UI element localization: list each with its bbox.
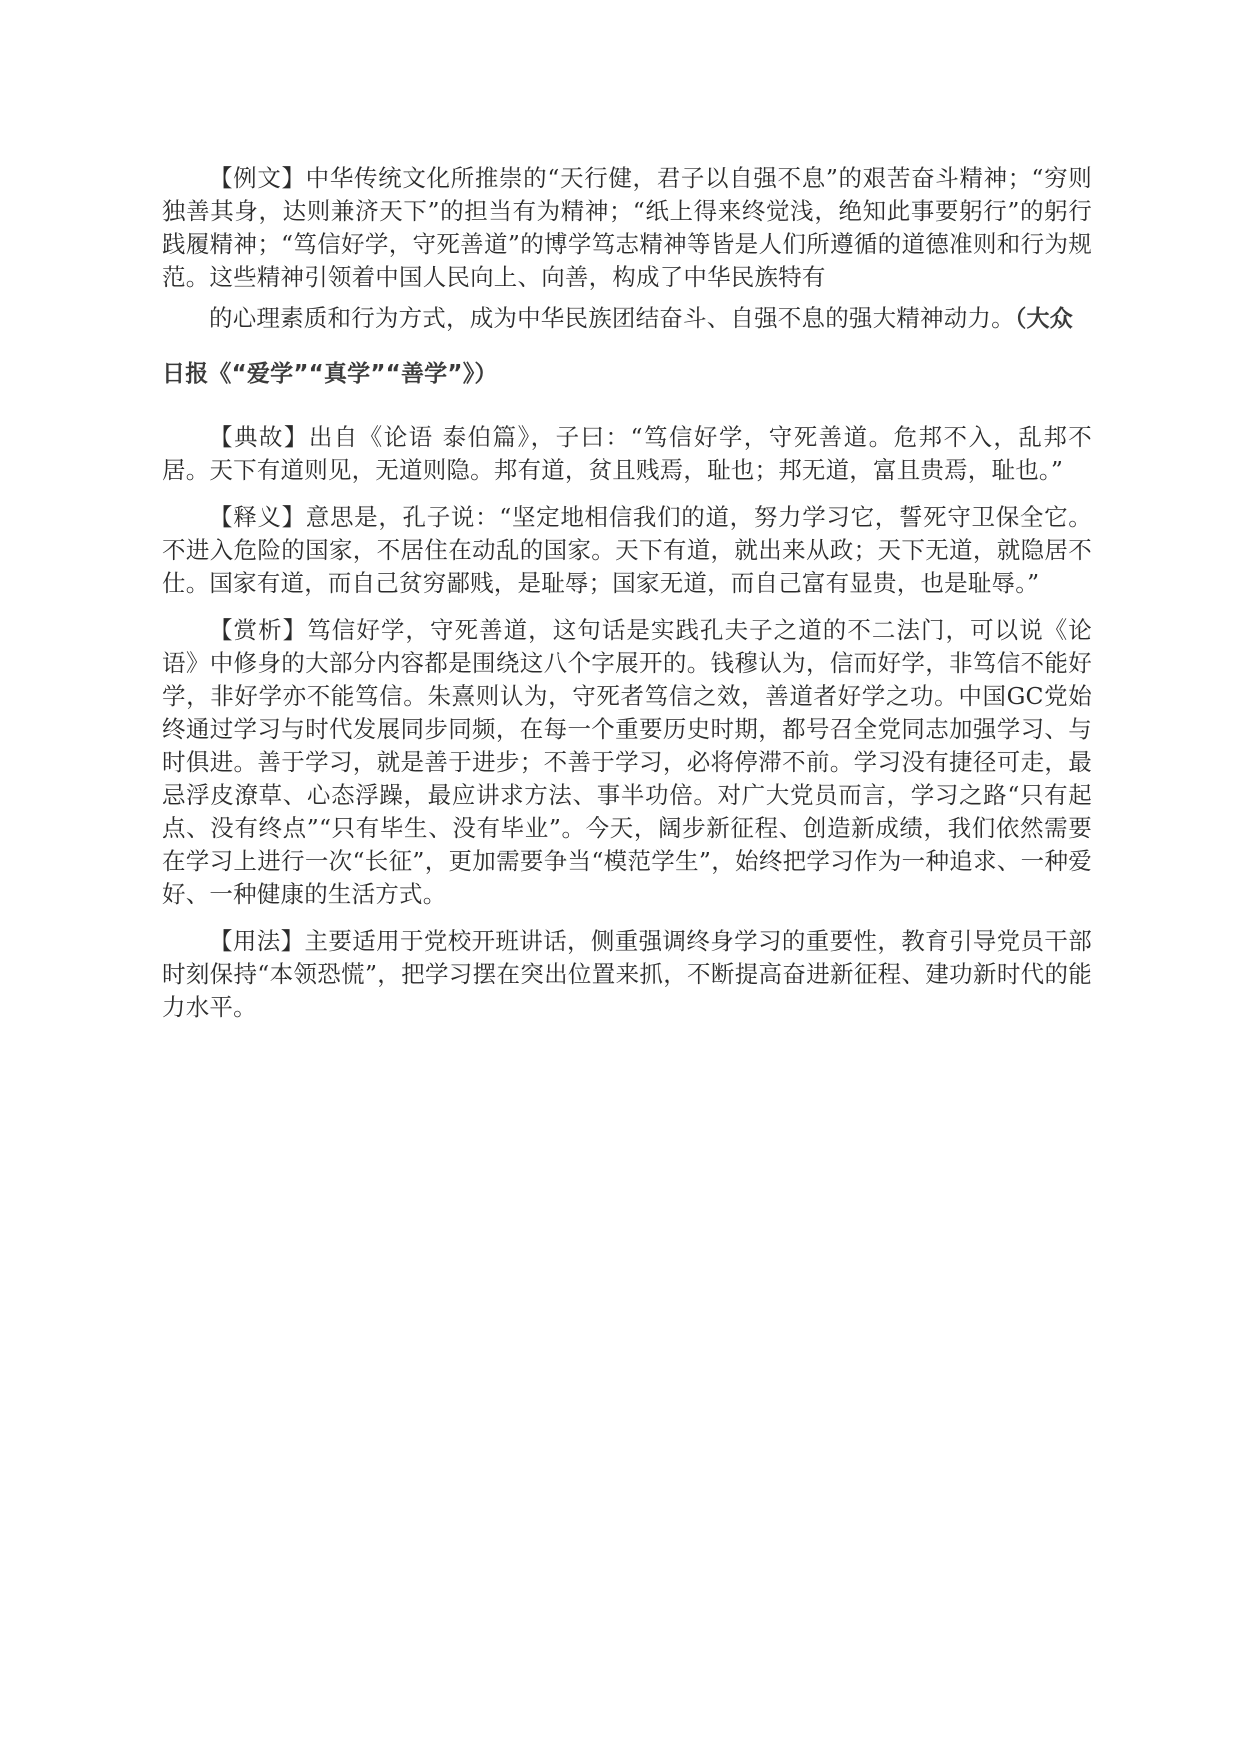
- usage-tag: 【用法】: [209, 927, 305, 955]
- document-body: [162, 162, 1092, 1038]
- allusion-tag: 【典故】: [209, 423, 309, 451]
- usage-paragraph: [162, 925, 1092, 1024]
- source-open: （大众: [1014, 306, 1073, 332]
- source-citation: 日报《“爱学”“真学”“善学”》）: [162, 361, 498, 387]
- interpretation-text: 意思是，孔子说：“坚定地相信我们的道，努力学习它，誓死守卫保全它。不进入危险的国家，不居住在动乱的国家。天下有道，就出来从政；天下无道，就隐居不仕。国家有道，而自己贫穷鄙贱，是耻辱；国家无道，而自己富有显贵，也是耻辱。”: [162, 503, 1092, 597]
- example-text: 中华传统文化所推崇的“天行健，君子以自强不息”的艰苦奋斗精神；“穷则独善其身，达则兼济天下”的担当有为精神；“纸上得来终觉浅，绝知此事要躬行”的躬行践履精神；“笃信好学，守死善道”的博学笃志精神等皆是人们所遵循的道德准则和行为规范。这些精神引领着中国人民向上、向善，构成了中华民族特有: [162, 164, 1092, 291]
- interpretation-tag: 【释义】: [209, 503, 306, 531]
- example-tag: 【例文】: [209, 164, 306, 192]
- interpretation-paragraph: [162, 501, 1092, 600]
- appreciation-tag: 【赏析】: [209, 616, 308, 644]
- example-tail: [162, 302, 1092, 336]
- allusion-paragraph: [162, 421, 1092, 487]
- appreciation-paragraph: [162, 614, 1092, 911]
- example-text-tail: 的心理素质和行为方式，成为中华民族团结奋斗、自强不息的强大精神动力。: [209, 304, 1015, 332]
- usage-text: 主要适用于党校开班讲话，侧重强调终身学习的重要性，教育引导党员干部时刻保持“本领恐慌”，把学习摆在突出位置来抓，不断提高奋进新征程、建功新时代的能力水平。: [162, 927, 1092, 1021]
- example-paragraph: [162, 162, 1092, 391]
- appreciation-text: 笃信好学，守死善道，这句话是实践孔夫子之道的不二法门，可以说《论语》中修身的大部分内容都是围绕这八个字展开的。钱穆认为，信而好学，非笃信不能好学，非好学亦不能笃信。朱熹则认为，守死者笃信之效，善道者好学之功。中国GC党始终通过学习与时代发展同步同频，在每一个重要历史时期，都号召全党同志加强学习、与时俱进。善于学习，就是善于进步；不善于学习，必将停滞不前。学习没有捷径可走，最忌浮皮潦草、心态浮躁，最应讲求方法、事半功倍。对广大党员而言，学习之路“只有起点、没有终点”“只有毕生、没有毕业”。今天，阔步新征程、创造新成绩，我们依然需要在学习上进行一次“长征”，更加需要争当“模范学生”，始终把学习作为一种追求、一种爱好、一种健康的生活方式。: [162, 616, 1092, 908]
- allusion-text: 出自《论语 泰伯篇》，子曰：“笃信好学，守死善道。危邦不入，乱邦不居。天下有道则见，无道则隐。邦有道，贫且贱焉，耻也；邦无道，富且贵焉，耻也。”: [162, 423, 1092, 484]
